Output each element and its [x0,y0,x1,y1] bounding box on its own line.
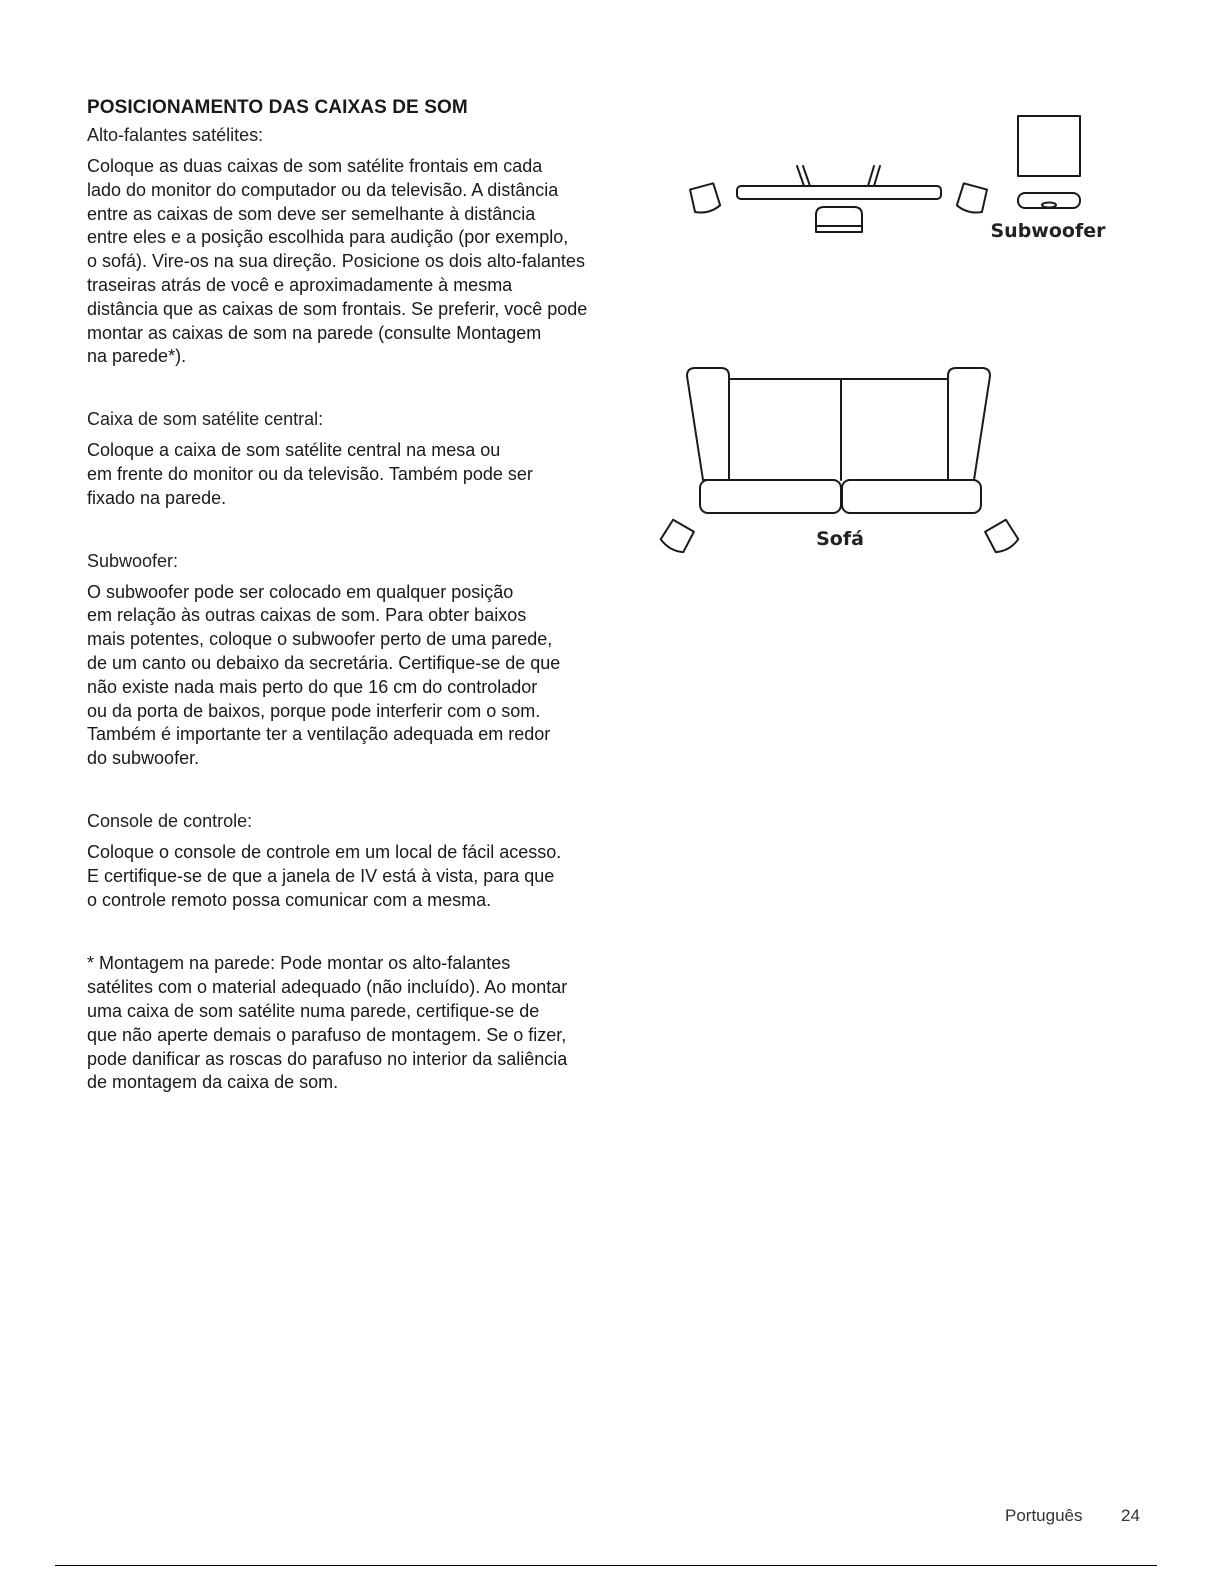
front-right-speaker-icon [956,183,988,215]
page-number: 24 [1121,1506,1140,1525]
sofa-illustration [687,368,990,513]
rear-right-speaker-icon [984,519,1020,555]
section-paragraph: O subwoofer pode ser colocado em qualquer posição em relação às outras caixas de som. Para obter baixos mais potentes, coloque o subwoofer perto de uma parede, de um canto ou debaixo da secretária. Certifique-se de que não existe nada mais perto do que 16 cm do controlador ou da porta de baixos, porque pode interferir com o som. Também é importante ter a ventilação adequada em redor do subwoofer. [87,581,561,769]
sofa-label: Sofá [816,528,864,550]
rear-left-speaker-icon [659,519,695,555]
speaker-placement-diagram [650,100,1130,570]
section-paragraph: Coloque o console de controle em um local de fácil acesso. E certifique-se de que a janela de IV está à vista, para que o controle remoto possa comunicar com a mesma. [87,841,562,910]
section-paragraph: Coloque a caixa de som satélite central na mesa ou em frente do monitor ou da televisão. Também pode ser fixado na parede. [87,440,533,508]
section-subtitle: Console de controle: [87,810,253,831]
section-paragraph: Coloque as duas caixas de som satélite frontais em cada lado do monitor do computador ou da televisão. A distância entre as caixas de som deve ser semelhante à distância entre eles e a posição escolhida para audição (por exemplo, o sofá). Vire-os na sua direção. Posicione os dois alto-falantes traseiras atrás de você e aproximadamente à mesma distância que as caixas de som frontais. Se preferir, você pode montar as caixas de som na parede (consulte Montagem na parede*). [87,156,588,367]
footer-language: Português [1005,1506,1083,1525]
section-subtitle: Subwoofer: [87,550,179,571]
footer-divider [55,1565,1157,1566]
center-speaker-icon [816,207,862,232]
monitor-illustration [737,166,941,199]
section-subtitle: Alto-falantes satélites: [87,125,264,145]
front-left-speaker-icon [689,183,721,215]
page-heading: POSICIONAMENTO DAS CAIXAS DE SOM [87,97,468,118]
subwoofer-illustration [1018,116,1080,208]
section-subtitle: Caixa de som satélite central: [87,409,324,430]
subwoofer-label: Subwoofer [990,220,1106,242]
text-column [87,97,627,1095]
footnote: * Montagem na parede: Pode montar os alto-falantes satélites com o material adequado (não incluído). Ao montar uma caixa de som satélite numa parede, certifique-se de que não aperte demais o parafuso de montagem. Se o fizer, pode danificar as roscas do parafuso no interior da saliência de montagem da caixa de som. [87,953,568,1093]
